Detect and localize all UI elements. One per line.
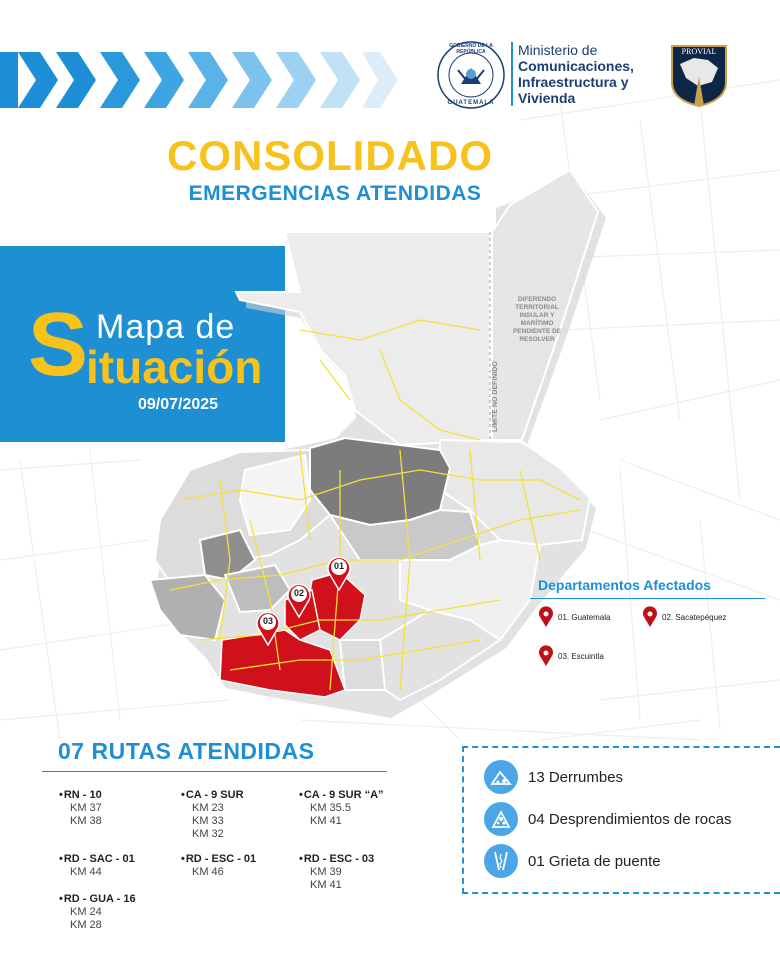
landslide-icon [484,760,518,794]
ministry-line-4: Vivienda [518,90,576,106]
route-rn-10 [64,789,102,828]
legend-pin-icon [642,606,658,628]
situation-mapa-de: Mapa de [96,308,236,346]
header-divider [511,42,513,106]
route-ca-9-sur [186,789,244,841]
route-name: • RD - ESC - 03 [299,853,374,866]
ministry-line-2: Comunicaciones, [518,58,634,74]
marker-label: 01 [333,561,344,571]
provial-logo [668,42,730,108]
route-km: KM 46 [192,866,224,878]
situation-word: ituación [86,341,263,393]
route-km: KM 41 [310,879,342,891]
region-san-marcos [150,575,225,640]
region-santa-rosa [340,640,385,690]
incident-label: 01 Grieta de puente [528,852,661,870]
ministry-name [518,42,634,106]
legend-item-escuintla [538,645,604,667]
route-name: • CA - 9 SUR “A” [299,789,384,802]
marker-label: 02 [293,588,304,598]
route-km: KM 33 [192,815,224,827]
map-marker-02[interactable] [286,582,312,618]
route-name: • RD - ESC - 01 [181,853,256,866]
route-km: KM 32 [192,828,224,840]
route-km: KM 38 [70,815,102,827]
legend-item-sacatepequez [642,606,727,628]
guatemala-seal [436,40,506,110]
route-km: KM 35.5 [310,802,351,814]
diferendo-label: DIFERENDO TERRITORIAL INSULAR Y MARÍTIMO PENDIENTE DE RESOLVER [512,296,562,343]
route-km: KM 28 [70,919,102,931]
legend-label: 03. Escuintla [558,651,604,661]
legend-label: 01. Guatemala [558,612,611,622]
route-name: • RD - SAC - 01 [59,853,135,866]
route-name: • RN - 10 [59,789,102,802]
bridge-crack-icon [484,844,518,878]
route-rd-sac-01 [64,853,135,879]
routes-title: 07 RUTAS ATENDIDAS [58,738,315,764]
incident-derrumbes [484,760,623,794]
legend-pin-icon [538,645,554,667]
title-sub: EMERGENCIAS ATENDIDAS [188,182,482,205]
incident-desprendimientos [484,802,731,836]
legend-pin-icon [538,606,554,628]
route-ca-9-sur-a [304,789,384,828]
ministry-line-3: Infraestructura y [518,74,629,90]
limite-label: LIMITE NO DEFINIDO [492,361,499,432]
incident-label: 04 Desprendimientos de rocas [528,810,732,828]
seal-text-top: GOBIERNO DE LA REPÚBLICA [449,43,493,55]
route-rd-gua-16 [64,893,136,932]
route-km: KM 23 [192,802,224,814]
routes-divider [42,771,387,772]
situation-date: 09/07/2025 [138,396,219,413]
region-verapaz [310,438,450,525]
legend-label: 02. Sacatepéquez [662,612,727,622]
legend-title: Departamentos Afectados [538,577,711,593]
incident-label: 13 Derrumbes [528,768,624,786]
ministry-line-1: Ministerio de [518,42,598,58]
title-main: CONSOLIDADO [167,132,493,179]
route-km: KM 24 [70,906,102,918]
incident-grieta [484,844,661,878]
route-km: KM 37 [70,802,102,814]
marker-label: 03 [262,616,273,626]
situation-big-letter: S [28,295,89,395]
route-km: KM 44 [70,866,102,878]
falling-rocks-icon [484,802,518,836]
route-rd-esc-03 [304,853,374,892]
chevron-arrows-decoration [0,50,400,112]
seal-text-bottom: GUATEMALA [447,100,495,106]
legend-item-guatemala [538,606,610,628]
map-marker-03[interactable] [255,610,281,646]
provial-logo-text: PROVIAL [681,47,717,56]
route-km: KM 39 [310,866,342,878]
route-km: KM 41 [310,815,342,827]
route-name: • CA - 9 SUR [181,789,244,802]
guatemala-map [140,150,780,720]
route-name: • RD - GUA - 16 [59,893,136,906]
route-rd-esc-01 [186,853,256,879]
map-marker-01[interactable] [326,555,352,591]
legend-divider [530,598,765,599]
